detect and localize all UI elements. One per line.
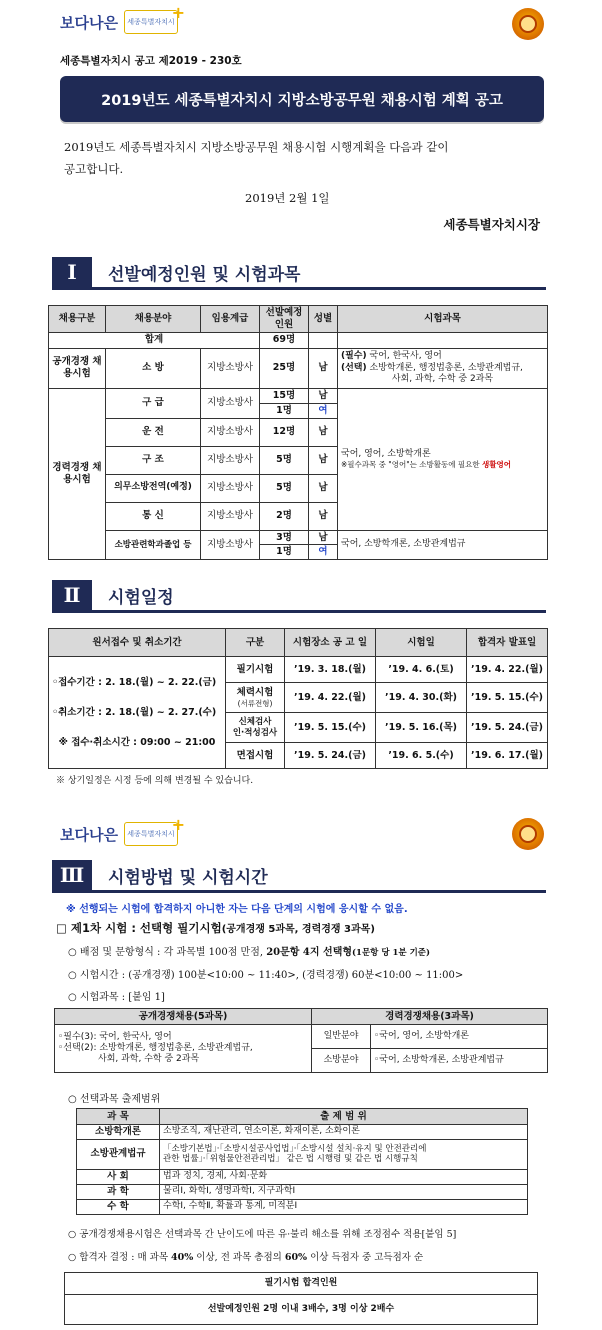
last-subjects: 국어, 소방학개론, 소방관계법규: [338, 530, 548, 560]
logo-badge-text: 세종특별자치시: [127, 830, 175, 838]
career-rank: 지방소방사: [201, 388, 260, 418]
th: 합격자 발표일: [467, 629, 548, 657]
career-field: 소방관련학과졸업 등: [106, 530, 201, 560]
career-count: 5명: [260, 474, 309, 502]
general-field: 일반분야: [312, 1025, 371, 1049]
exam-date-cell: ’19. 4. 30.(화): [376, 683, 467, 713]
schedule-table: [48, 628, 548, 769]
bullet-subjects: ○ 시험과목 : [붙임 1]: [68, 992, 165, 1003]
career-rank: 지방소방사: [201, 446, 260, 474]
scope-range-line: 「소방기본법」·「소방시설공사업법」·「소방시설 설치·유지 및 안전관리에: [163, 1143, 427, 1154]
open-sel: ◦선택(2): 소방학개론, 행정법총론, 소방관계법규,: [58, 1042, 253, 1053]
section-number: Ⅱ: [52, 580, 92, 610]
exam-kind-sub: (서류전형): [237, 698, 273, 708]
total-value: 69명: [260, 332, 309, 348]
pass-value: 선발예정인원 2명 이내 3배수, 3명 이상 2배수: [65, 1295, 538, 1325]
career-count: 2명: [260, 502, 309, 530]
career-count: 3명: [260, 530, 309, 545]
sel-subjects-2: 사회, 과학, 수학 중 2과목: [391, 373, 494, 384]
th: 필기시험 합격인원: [65, 1273, 538, 1295]
th: 선발예정 인원: [260, 306, 309, 333]
page-title: 2019년도 세종특별자치시 지방소방공무원 채용시험 계획 공고: [60, 76, 544, 122]
scope-subject: 사 회: [77, 1169, 160, 1184]
career-field: 통 신: [106, 502, 201, 530]
th: 성별: [309, 306, 338, 333]
result-date-cell: ’19. 6. 17.(월): [467, 743, 548, 769]
cancel-period: ◦취소기간 : 2. 18.(월) ~ 2. 27.(수): [52, 706, 217, 718]
career-subjects-cell: [338, 388, 548, 530]
th: 임용계급: [201, 306, 260, 333]
bullet-time: ○ 시험시간 : (공개경쟁) 100분<10:00 ~ 11:40>, (경력경쟁) 60분<10:00 ~ 11:00>: [68, 970, 464, 981]
general-subjects: ◦국어, 영어, 소방학개론: [371, 1025, 548, 1049]
exam-kind: [226, 683, 285, 713]
career-field: 구 급: [106, 388, 201, 418]
scope-subject: 수 학: [77, 1199, 160, 1214]
quota-table: [48, 305, 548, 560]
exam-kind-label: 체력시험: [236, 686, 274, 698]
scope-range: 소방조직, 재난관리, 연소이론, 화재이론, 소화이론: [160, 1125, 528, 1140]
scope-range: 수학Ⅰ, 수학Ⅱ, 확률과 통계, 미적분Ⅰ: [160, 1199, 528, 1214]
career-sex: 여: [309, 545, 338, 560]
notice-number: 세종특별자치시 공고 제2019 - 230호: [60, 55, 242, 67]
sel-subjects: 소방학개론, 행정법총론, 소방관계법규,: [369, 362, 523, 373]
section-number: Ⅲ: [52, 860, 92, 890]
schedule-note: ※ 상기일정은 시정 등에 의해 변경될 수 있습니다.: [56, 776, 254, 786]
career-rank: 지방소방사: [201, 530, 260, 560]
section-title: 선발예정인원 및 시험과목: [108, 264, 301, 285]
total-label: 합계: [49, 332, 260, 348]
open-sel-2: 사회, 과학, 수학 중 2과목: [98, 1054, 200, 1065]
exam-kind: [226, 657, 285, 683]
apply-hours: ※ 접수·취소시간 : 09:00 ~ 21:00: [58, 736, 216, 748]
career-sex: 남: [309, 446, 338, 474]
exam-date-cell: ’19. 5. 16.(목): [376, 713, 467, 743]
career-rank: 지방소방사: [201, 474, 260, 502]
th: 구분: [226, 629, 285, 657]
scope-range: 물리Ⅰ, 화학Ⅰ, 생명과학Ⅰ, 지구과학Ⅰ: [160, 1184, 528, 1199]
fire-emblem-icon: [512, 818, 544, 850]
th: 시험과목: [338, 306, 548, 333]
th: 경력경쟁채용(3과목): [312, 1009, 548, 1025]
exam-kind-label: 필기시험: [236, 663, 274, 675]
logo-brand: 보다나은: [60, 825, 118, 844]
th: 과 목: [77, 1109, 160, 1125]
th: 시험일: [376, 629, 467, 657]
open-rank: 지방소방사: [201, 348, 260, 388]
section-title: 시험방법 및 시험시간: [108, 867, 268, 888]
career-count: 1명: [260, 403, 309, 418]
scope-subject: 소방학개론: [77, 1125, 160, 1140]
apply-period: ◦접수기간 : 2. 18.(월) ~ 2. 22.(금): [52, 676, 217, 688]
open-field: 소 방: [106, 348, 201, 388]
req-subjects: 국어, 한국사, 영어: [369, 351, 442, 362]
scope-table: [76, 1108, 528, 1215]
career-sex: 남: [309, 474, 338, 502]
pass-table: [64, 1272, 538, 1325]
exam-kind: [226, 713, 285, 743]
th: 출 제 범 위: [160, 1109, 528, 1125]
fire-subjects: ◦국어, 소방학개론, 소방관계법규: [371, 1049, 548, 1073]
first-exam-heading: [56, 920, 375, 936]
exam-kind: [226, 743, 285, 769]
notice-date-cell: ’19. 4. 22.(월): [285, 683, 376, 713]
exam-kind-sub: 인·적성검사: [232, 727, 278, 738]
open-subjects: [338, 348, 548, 388]
notice-date-cell: ’19. 5. 15.(수): [285, 713, 376, 743]
career-note: [341, 460, 544, 469]
career-count: 15명: [260, 388, 309, 403]
section-1-header: [52, 257, 546, 290]
logo-brand: 보다나은: [60, 13, 118, 32]
scope-range: 법과 정치, 경제, 사회·문화: [160, 1169, 528, 1184]
notice-date-cell: ’19. 5. 24.(금): [285, 743, 376, 769]
scope-subject: 소방관계법규: [77, 1139, 160, 1169]
first-exam-title: □ 제1차 시험 : 선택형 필기시험: [56, 921, 222, 935]
section-number: Ⅰ: [52, 257, 92, 287]
open-group: 공개경쟁 채용시험: [49, 348, 106, 388]
bullet-pass: [68, 1249, 423, 1263]
career-sex: 여: [309, 403, 338, 418]
pass-text: ○ 합격자 결정 : 매 과목: [68, 1252, 172, 1263]
career-rank: 지방소방사: [201, 502, 260, 530]
logo-badge: [124, 3, 185, 34]
exam-kind-label: 면접시험: [236, 749, 274, 761]
pass-text: 이상, 전 과목 총점의: [193, 1252, 285, 1263]
career-group: 경력경쟁 채용시험: [49, 388, 106, 560]
sel-label: (선택): [341, 362, 367, 373]
career-field: 의무소방전역(예정): [106, 474, 201, 502]
signer: 세종특별자치시장: [443, 217, 540, 232]
scope-subject: 과 학: [77, 1184, 160, 1199]
logo-badge-text: 세종특별자치시: [127, 18, 175, 26]
career-count: 12명: [260, 418, 309, 446]
plus-icon: +: [171, 815, 185, 834]
career-rank: 지방소방사: [201, 418, 260, 446]
first-exam-sub: (공개경쟁 5과목, 경력경쟁 3과목): [221, 924, 375, 935]
plus-icon: +: [171, 3, 185, 22]
career-field: 운 전: [106, 418, 201, 446]
exam-kind-label: 신체검사: [238, 716, 272, 727]
th: 공개경쟁채용(5과목): [55, 1009, 312, 1025]
open-req: ◦필수(3): 국어, 한국사, 영어: [58, 1031, 172, 1042]
notice-date-cell: ’19. 3. 18.(월): [285, 657, 376, 683]
th: 채용분야: [106, 306, 201, 333]
career-note-text: ※필수과목 중 "영어"는 소방활동에 필요한: [341, 460, 483, 470]
career-field: 구 조: [106, 446, 201, 474]
pass-text: 이상 득점자 중 고득점자 순: [307, 1252, 424, 1263]
logo-badge: [124, 815, 185, 846]
exam-date-cell: ’19. 6. 5.(수): [376, 743, 467, 769]
fire-emblem-icon: [512, 8, 544, 40]
open-sex: 남: [309, 348, 338, 388]
scoring-text: ○ 배점 및 문항형식 : 각 과목별 100점 만점,: [68, 947, 267, 958]
result-date-cell: ’19. 4. 22.(월): [467, 657, 548, 683]
career-count: 5명: [260, 446, 309, 474]
section-2-header: [52, 580, 546, 613]
logo: [60, 815, 185, 846]
scope-range-line: 관한 법률」·「위험물안전관리법」 같은 법 시행령 및 같은 법 시행규칙: [163, 1154, 418, 1165]
subjects-table: [54, 1008, 548, 1073]
intro-line: 공고합니다.: [64, 162, 124, 176]
req-label: (필수): [341, 351, 367, 362]
fire-field: 소방분야: [312, 1049, 371, 1073]
pass-bold: 40%: [171, 1252, 194, 1263]
application-period: [49, 657, 226, 769]
intro-text: [64, 136, 544, 180]
career-sex: 남: [309, 530, 338, 545]
intro-line: 2019년도 세종특별자치시 지방소방공무원 채용시험 시행계획을 다음과 같이: [64, 140, 449, 154]
th: 채용구분: [49, 306, 106, 333]
scope-label: ○ 선택과목 출제범위: [68, 1094, 161, 1105]
career-sex: 남: [309, 502, 338, 530]
open-count: 25명: [260, 348, 309, 388]
bullet-adjust: ○ 공개경쟁채용시험은 선택과목 간 난이도에 따른 유·불리 해소를 위해 조정점수 적용[붙임 5]: [68, 1229, 457, 1240]
notice-date: 2019년 2월 1일: [245, 191, 330, 205]
career-count: 1명: [260, 545, 309, 560]
career-note-highlight: 생활영어: [482, 460, 512, 470]
bullet-scoring: [68, 943, 430, 958]
open-subject-list: [55, 1025, 312, 1073]
scoring-bold: 20문항 4지 선택형: [266, 947, 353, 958]
scoring-note: (1문항 당 1분 기준): [352, 948, 431, 958]
th: 원서접수 및 취소기간: [49, 629, 226, 657]
pass-bold: 60%: [284, 1252, 308, 1263]
scope-range: [160, 1139, 528, 1169]
career-sex: 남: [309, 388, 338, 403]
career-sex: 남: [309, 418, 338, 446]
section-title: 시험일정: [108, 587, 174, 608]
section-3-header: [52, 860, 546, 893]
logo: [60, 3, 185, 34]
exam-date-cell: ’19. 4. 6.(토): [376, 657, 467, 683]
result-date-cell: ’19. 5. 15.(수): [467, 683, 548, 713]
warning-text: ※ 선행되는 시험에 합격하지 아니한 자는 다음 단계의 시험에 응시할 수 없음.: [66, 904, 408, 915]
th: 시험장소 공 고 일: [285, 629, 376, 657]
career-subjects: 국어, 영어, 소방학개론: [341, 448, 431, 459]
result-date-cell: ’19. 5. 24.(금): [467, 713, 548, 743]
